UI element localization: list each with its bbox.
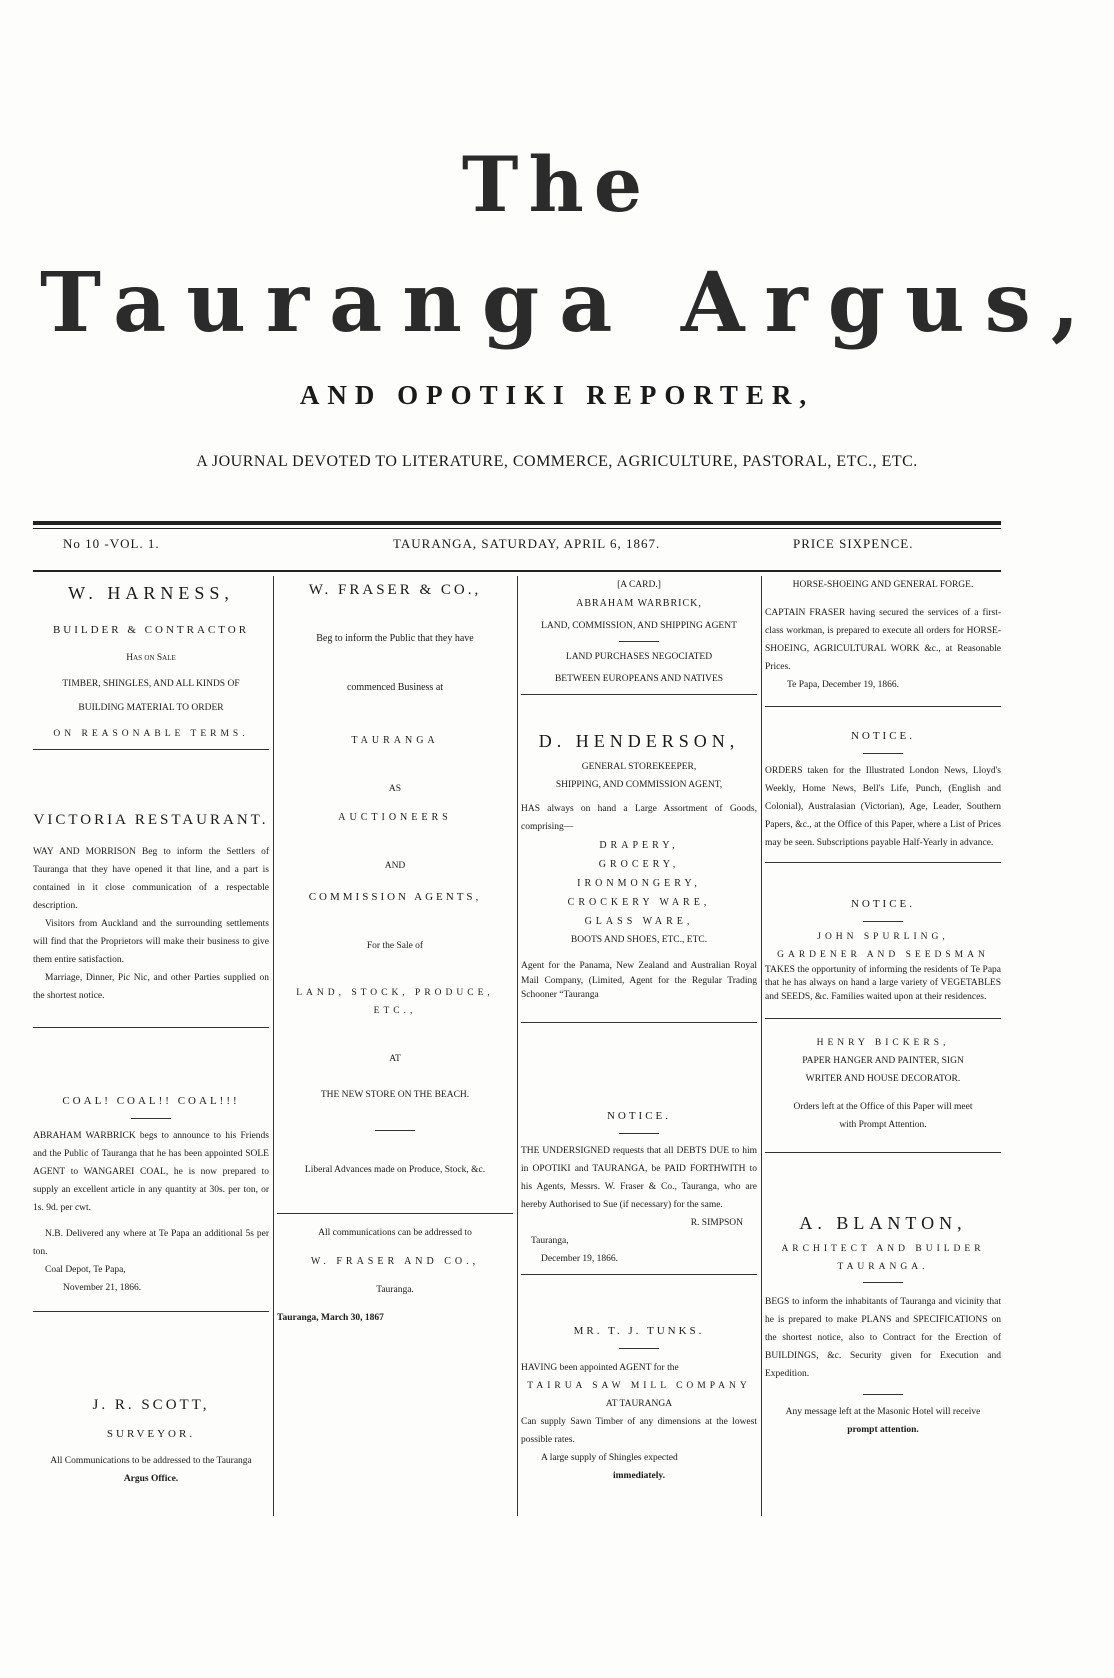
- orders-notice: NOTICE. ORDERS taken for the Illustrated London News, Lloyd's Weekly, Home News, Bell's Life, Punch, (English and Colonial), Australasian (Victorian), Age, Leader, Southern Papers, &c., at the Office of this Paper, where a List of Prices may be seen. Subscriptions payable Half-Yearly in advance.: [765, 726, 1001, 869]
- blanton-advert: A. BLANTON, ARCHITECT AND BUILDER TAURANGA. BEGS to inform the inhabitants of Tauranga and vicinity that he is prepared to make PLANS and SPECIFICATIONS on the shortest notice, also to Contract for the Erection of BUILDINGS, &c. Security given for Execution and Expedition. Any message left at the Masonic Hotel will receive prompt attention.: [765, 1206, 1001, 1439]
- bickers-advert: HENRY BICKERS, PAPER HANGER AND PAINTER, SIGN WRITER AND HOUSE DECORATOR. Orders left at the Office of this Paper will meet with Prompt Attention.: [765, 1034, 1001, 1159]
- forge-advert: HORSE-SHOEING AND GENERAL FORGE. CAPTAIN FRASER having secured the services of a first-class workman, is prepared to execute all orders for HORSE-SHOEING, AGRICULTURAL WORK &c., at Reasonable Prices. Te Papa, December 19, 1866.: [765, 576, 1001, 713]
- advert-heading: MR. T. J. TUNKS.: [573, 1325, 705, 1337]
- issue-date: TAURANGA, SATURDAY, APRIL 6, 1867.: [393, 536, 661, 551]
- coal-advert: COAL! COAL!! COAL!!! ABRAHAM WARBRICK begs to announce to his Friends and the Public of Tauranga that he has been appointed SOLE AGENT to WANGAREI COAL, he is now prepared to supply an excellent article in any quantity at 30s. per ton, or 1s. 9d. per cwt. N.B. Delivered any where at Te Papa an additional 5s per ton. Coal Depot, Te Papa, November 21, 1866.: [33, 1091, 269, 1318]
- scott-advert: J. R. SCOTT, SURVEYOR. All Communications to be addressed to the Tauranga Argus Office.: [33, 1391, 269, 1488]
- advertisement-columns: [33, 576, 1001, 1516]
- issue-number: No 10 -VOL. 1.: [63, 536, 160, 551]
- henderson-advert: D. HENDERSON, GENERAL STOREKEEPER, SHIPPING, AND COMMISSION AGENT, HAS always on hand a Large Assortment of Goods, comprising— DRAPERY, GROCERY, IRONMONGERY, CROCKERY WARE, GLASS WARE, BOOTS AND SHOES, ETC., ETC. Agent for the Panama, New Zealand and Australian Royal Mail Company, (Limited, Agent for the Regular Trading Schooner “Tauranga: [521, 724, 757, 1029]
- harness-advert: W. HARNESS, BUILDER & CONTRACTOR Has on Sale TIMBER, SHINGLES, AND ALL KINDS OF BUILDING MATERIAL TO ORDER ON REASONABLE TERMS.: [33, 576, 269, 756]
- header-rule-thick: [33, 521, 1001, 525]
- simpson-notice: NOTICE. THE UNDERSIGNED requests that all DEBTS DUE to him in OPOTIKI and TAURANGA, be PAID FORTHWITH to his Agents, Messrs. W. Fraser & Co., Tauranga, who are hereby Authorised to Sue (if necessary) for the same. R. SIMPSON Tauranga, December 19, 1866.: [521, 1106, 757, 1281]
- column-1: [33, 576, 269, 1516]
- advert-heading: W. FRASER & CO.,: [308, 582, 482, 598]
- advert-heading: D. HENDERSON,: [538, 731, 740, 751]
- advert-heading: ABRAHAM WARBRICK,: [576, 598, 702, 610]
- spurling-notice: NOTICE. JOHN SPURLING, GARDENER AND SEEDSMAN TAKES the opportunity of informing the residents of Te Papa that he has always on hand a large variety of VEGETABLES and SEEDS, &c. Families waited upon at their residences.: [765, 894, 1001, 1025]
- advert-heading: COAL! COAL!! COAL!!!: [62, 1095, 240, 1107]
- victoria-restaurant-advert: VICTORIA RESTAURANT. WAY AND MORRISON Beg to inform the Settlers of Tauranga that they have opened it that line, and a part is contained in it close communication of a respectable description. Visitors from Auckland and the surrounding settlements will find that the Proprietors will make their business to give them entire satisfaction. Marriage, Dinner, Pic Nic, and other Parties supplied on the shortest notice.: [33, 806, 269, 1034]
- advert-heading: HORSE-SHOEING AND GENERAL FORGE.: [792, 580, 974, 590]
- advert-heading: NOTICE.: [850, 730, 916, 742]
- advert-heading: NOTICE.: [850, 898, 916, 910]
- advert-heading: W. HARNESS,: [68, 583, 234, 603]
- fraser-advert: W. FRASER & CO., Beg to inform the Public that they have commenced Business at TAURANGA AS AUCTIONEERS AND COMMISSION AGENTS, For the Sale of LAND, STOCK, PRODUCE, ETC., AT THE NEW STORE ON THE BEACH. Liberal Advances made on Produce, Stock, &c. All communications can be addressed to W. FRASER AND CO., Tauranga. Tauranga, March 30, 1867: [277, 576, 513, 1327]
- dateline: [33, 536, 1001, 556]
- advert-heading: J. R. SCOTT,: [92, 1397, 210, 1413]
- advert-heading: A. BLANTON,: [799, 1213, 967, 1233]
- column-3: [521, 576, 757, 1516]
- column-separator: [517, 576, 518, 1516]
- price: PRICE SIXPENCE.: [793, 536, 914, 551]
- title-the: The: [461, 140, 653, 229]
- dateline-rule: [33, 570, 1001, 572]
- warbrick-card: [A CARD.] ABRAHAM WARBRICK, LAND, COMMISSION, AND SHIPPING AGENT LAND PURCHASES NEGOCIATED BETWEEN EUROPEANS AND NATIVES: [521, 576, 757, 701]
- advert-heading: NOTICE.: [606, 1110, 672, 1122]
- subtitle: AND OPOTIKI REPORTER,: [299, 380, 815, 410]
- advert-heading: HENRY BICKERS,: [816, 1038, 950, 1048]
- advert-heading: VICTORIA RESTAURANT.: [33, 812, 269, 828]
- column-separator: [273, 576, 274, 1516]
- column-4: [765, 576, 1001, 1516]
- tagline: A JOURNAL DEVOTED TO LITERATURE, COMMERCE, AGRICULTURE, PASTORAL, ETC., ETC.: [196, 453, 918, 470]
- newspaper-title: Tauranga Argus,: [40, 255, 1100, 351]
- header-rule-thin: [33, 528, 1001, 529]
- column-2: [277, 576, 513, 1516]
- tunks-advert: MR. T. J. TUNKS. HAVING been appointed AGENT for the TAIRUA SAW MILL COMPANY AT TAURANGA Can supply Sawn Timber of any dimensions at the lowest possible rates. A large supply of Shingles expected immediately.: [521, 1321, 757, 1485]
- column-separator: [761, 576, 762, 1516]
